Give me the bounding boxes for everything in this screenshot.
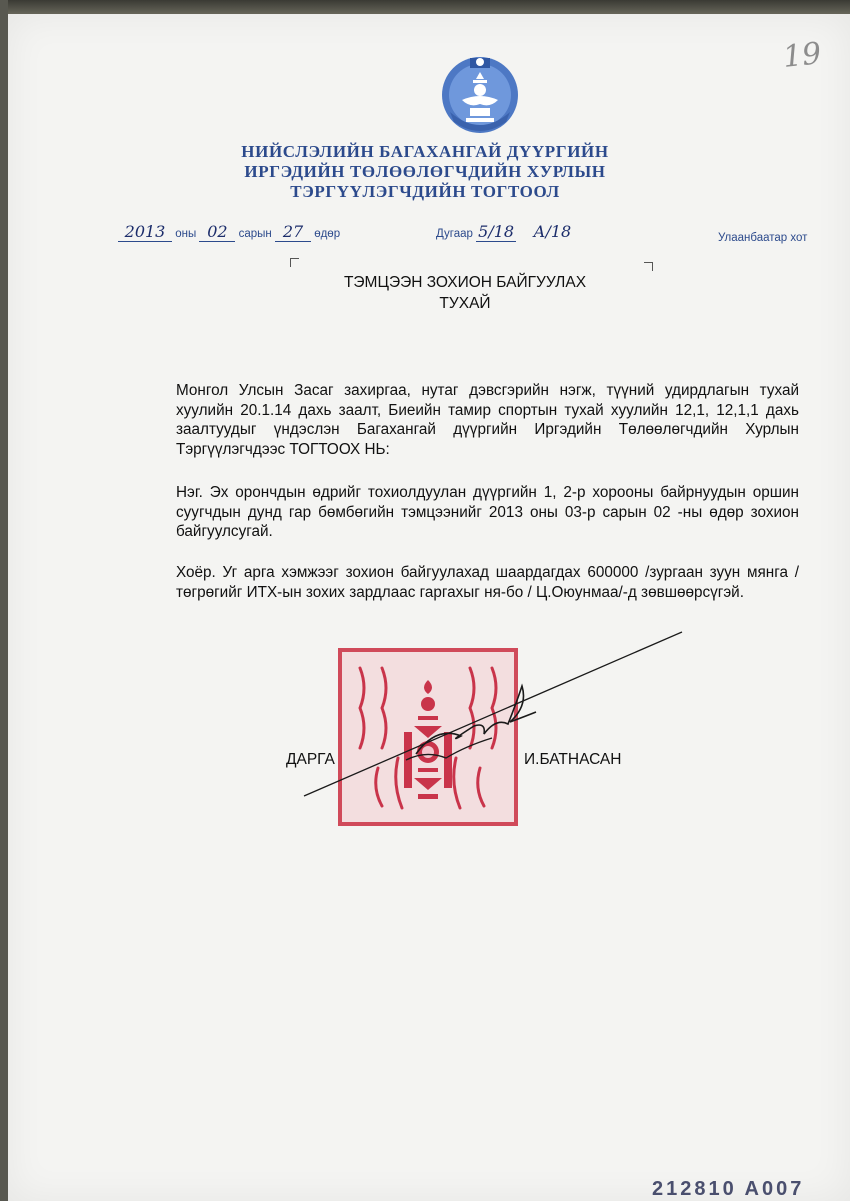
date-year: 2013 xyxy=(118,222,172,242)
preamble-paragraph xyxy=(176,381,799,459)
date-month-suffix: сарын xyxy=(238,228,272,240)
document-number-label: Дугаар xyxy=(436,228,473,240)
org-heading-line-3: ТЭРГҮҮЛЭГЧДИЙН ТОГТООЛ xyxy=(290,182,560,201)
document-number-line xyxy=(436,222,571,242)
preamble-text: Монгол Улсын Засаг захиргаа, нутаг дэвсгэрийн нэгж, түүний удирдлагын тухай хуулийн 20.1.14 дахь заалт, Биеийн тамир спортын тухай хуулийн 12,1, 12,1,1 дахь заалтуудыг үндэслэн Багахангай дүүргийн Иргэдийн Төлөөлөгчдийн Хурлын Тэргүүлэгчдээс ТОГТООХ НЬ: xyxy=(176,382,799,458)
document-title-line-1: ТЭМЦЭЭН ЗОХИОН БАЙГУУЛАХ xyxy=(343,274,587,291)
city-label: Улаанбаатар хот xyxy=(718,232,808,244)
date-day: 27 xyxy=(275,222,311,242)
document-number-extra: А/18 xyxy=(533,222,572,241)
handwritten-page-number: 19 xyxy=(781,36,823,75)
date-day-suffix: өдөр xyxy=(314,228,341,240)
title-bracket-left xyxy=(290,258,299,267)
date-year-suffix: оны xyxy=(175,228,197,240)
date-month: 02 xyxy=(199,222,235,242)
resolution-item-2 xyxy=(176,563,799,602)
archive-number: 212810 A007 xyxy=(652,1178,805,1200)
signatory-name: И.БАТНАСАН xyxy=(524,751,622,768)
resolution-item-1-text: Нэг. Эх орончдын өдрийг тохиолдуулан дүүргийн 1, 2-р хорооны байрнуудын оршин суугчдын дунд гар бөмбөгийн тэмцээнийг 2013 оны 03-р сарын 02 -ны өдөр зохион байгуулсугай. xyxy=(176,484,799,540)
org-heading-line-2: ИРГЭДИЙН ТӨЛӨӨЛӨГЧДИЙН ХУРЛЫН xyxy=(244,162,606,181)
title-bracket-right xyxy=(644,262,653,271)
document-number-value: 5/18 xyxy=(476,222,516,242)
handwritten-signature xyxy=(296,626,688,808)
org-heading-line-1: НИЙСЛЭЛИЙН БАГАХАНГАЙ ДҮҮРГИЙН xyxy=(241,142,609,161)
resolution-item-2-text: Хоёр. Уг арга хэмжээг зохион байгуулахад шаардагдах 600000 /зургаан зуун мянга / төгрөгийг ИТХ-ын зохих зардлаас гаргахыг ня-бо / Ц.Оюунмаа/-д зөвшөөрсүгэй. xyxy=(176,564,799,601)
state-emblem-icon xyxy=(440,52,520,136)
signatory-position: ДАРГА xyxy=(286,751,335,768)
resolution-item-1 xyxy=(176,483,799,542)
date-line xyxy=(118,222,340,242)
document-title-line-2: ТУХАЙ xyxy=(439,295,491,312)
